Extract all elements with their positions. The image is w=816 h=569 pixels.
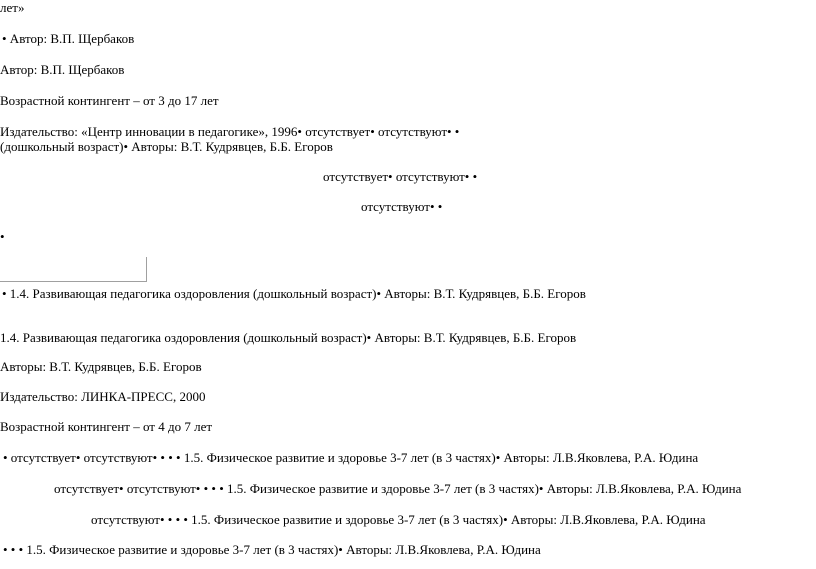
text-line-12: Авторы: В.Т. Кудрявцев, Б.Б. Егоров — [0, 359, 202, 374]
text-line-15: • отсутствует• отсутствуют• • • • 1.5. Физическое развитие и здоровье 3-7 лет (в 3 частях)• Авторы: Л.В.Яковлева, Р.А. Юдина — [3, 450, 699, 465]
text-line-13: Издательство: ЛИНКА-ПРЕСС, 2000 — [0, 389, 206, 404]
text-line-8: отсутствуют• • — [361, 199, 443, 214]
text-line-3: Автор: В.П. Щербаков — [0, 62, 125, 77]
text-line-2: • Автор: В.П. Щербаков — [2, 31, 135, 46]
text-line-11: 1.4. Развивающая педагогика оздоровления (дошкольный возраст)• Авторы: В.Т. Кудрявцев, Б.Б. Егоров — [0, 330, 577, 345]
text-line-17: отсутствуют• • • • 1.5. Физическое развитие и здоровье 3-7 лет (в 3 частях)• Авторы: Л.В.Яковлева, Р.А. Юдина — [91, 512, 706, 527]
text-line-10: • 1.4. Развивающая педагогика оздоровления (дошкольный возраст)• Авторы: В.Т. Кудрявцев, Б.Б. Егоров — [2, 286, 586, 301]
text-line-18: • • • 1.5. Физическое развитие и здоровье 3-7 лет (в 3 частях)• Авторы: Л.В.Яковлева, Р.А. Юдина — [3, 542, 541, 557]
text-line-14: Возрастной контингент – от 4 до 7 лет — [0, 419, 213, 434]
text-line-5: Издательство: «Центр инновации в педагогике», 1996• отсутствует• отсутствуют• • — [0, 124, 460, 139]
text-line-6: (дошкольный возраст)• Авторы: В.Т. Кудрявцев, Б.Б. Егоров — [0, 139, 333, 154]
empty-frame — [0, 257, 147, 282]
text-line-1: лет» — [0, 0, 25, 15]
text-line-7: отсутствует• отсутствуют• • — [323, 169, 478, 184]
text-line-16: отсутствует• отсутствуют• • • • 1.5. Физическое развитие и здоровье 3-7 лет (в 3 частях)• Авторы: Л.В.Яковлева, Р.А. Юдина — [54, 481, 742, 496]
text-line-4: Возрастной контингент – от 3 до 17 лет — [0, 93, 219, 108]
text-line-9: • — [0, 229, 5, 244]
